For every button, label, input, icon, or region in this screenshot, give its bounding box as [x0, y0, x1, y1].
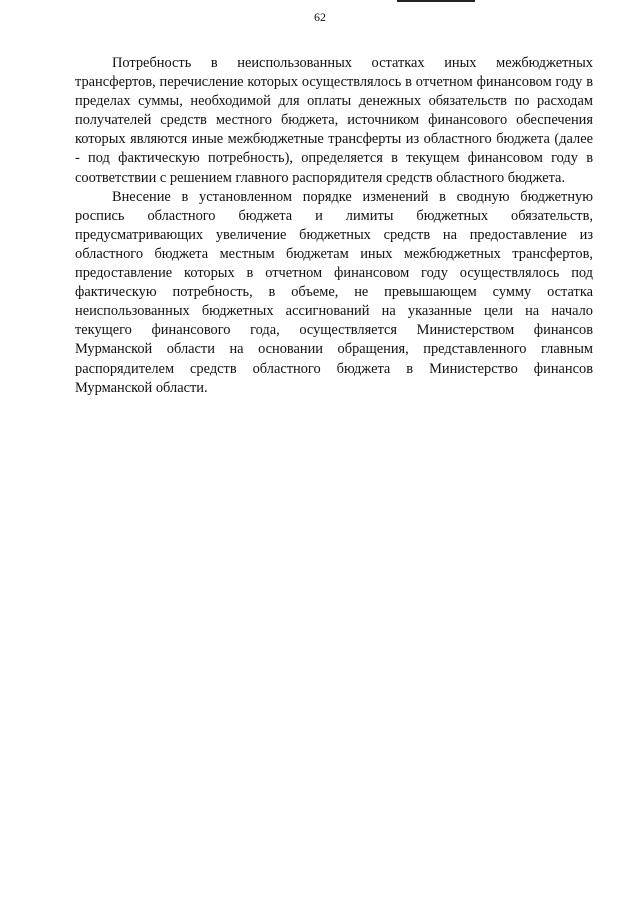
top-rule — [397, 0, 475, 2]
document-body — [75, 54, 593, 398]
page-number: 62 — [314, 10, 326, 24]
paragraph-actual-need: Потребность в неиспользованных остатках иных межбюджетных трансфертов, перечисление которых осуществлялось в отчетном финансовом году в пределах суммы, необходимой для оплаты денежных обязательств по расходам получателей средств местного бюджета, источником финансового обеспечения которых являются иные межбюджетные трансферты из областного бюджета (далее - под фактическую потребность), определяется в текущем финансовом году в соответствии с решением главного распорядителя средств областного бюджета. — [75, 55, 593, 186]
paragraph-budget-changes: Внесение в установленном порядке изменений в сводную бюджетную роспись областного бюджета и лимиты бюджетных обязательств, предусматривающих увеличение бюджетных средств на предоставление из областного бюджета местным бюджетам иных межбюджетных трансфертов, предоставление которых в отчетном финансовом году осуществлялось под фактическую потребность, в объеме, не превышающем сумму остатка неиспользованных бюджетных ассигнований на указанные цели на начало текущего финансового года, осуществляется Министерством финансов Мурманской области на основании обращения, представленного главным распорядителем средств областного бюджета в Министерство финансов Мурманской области. — [75, 188, 593, 396]
